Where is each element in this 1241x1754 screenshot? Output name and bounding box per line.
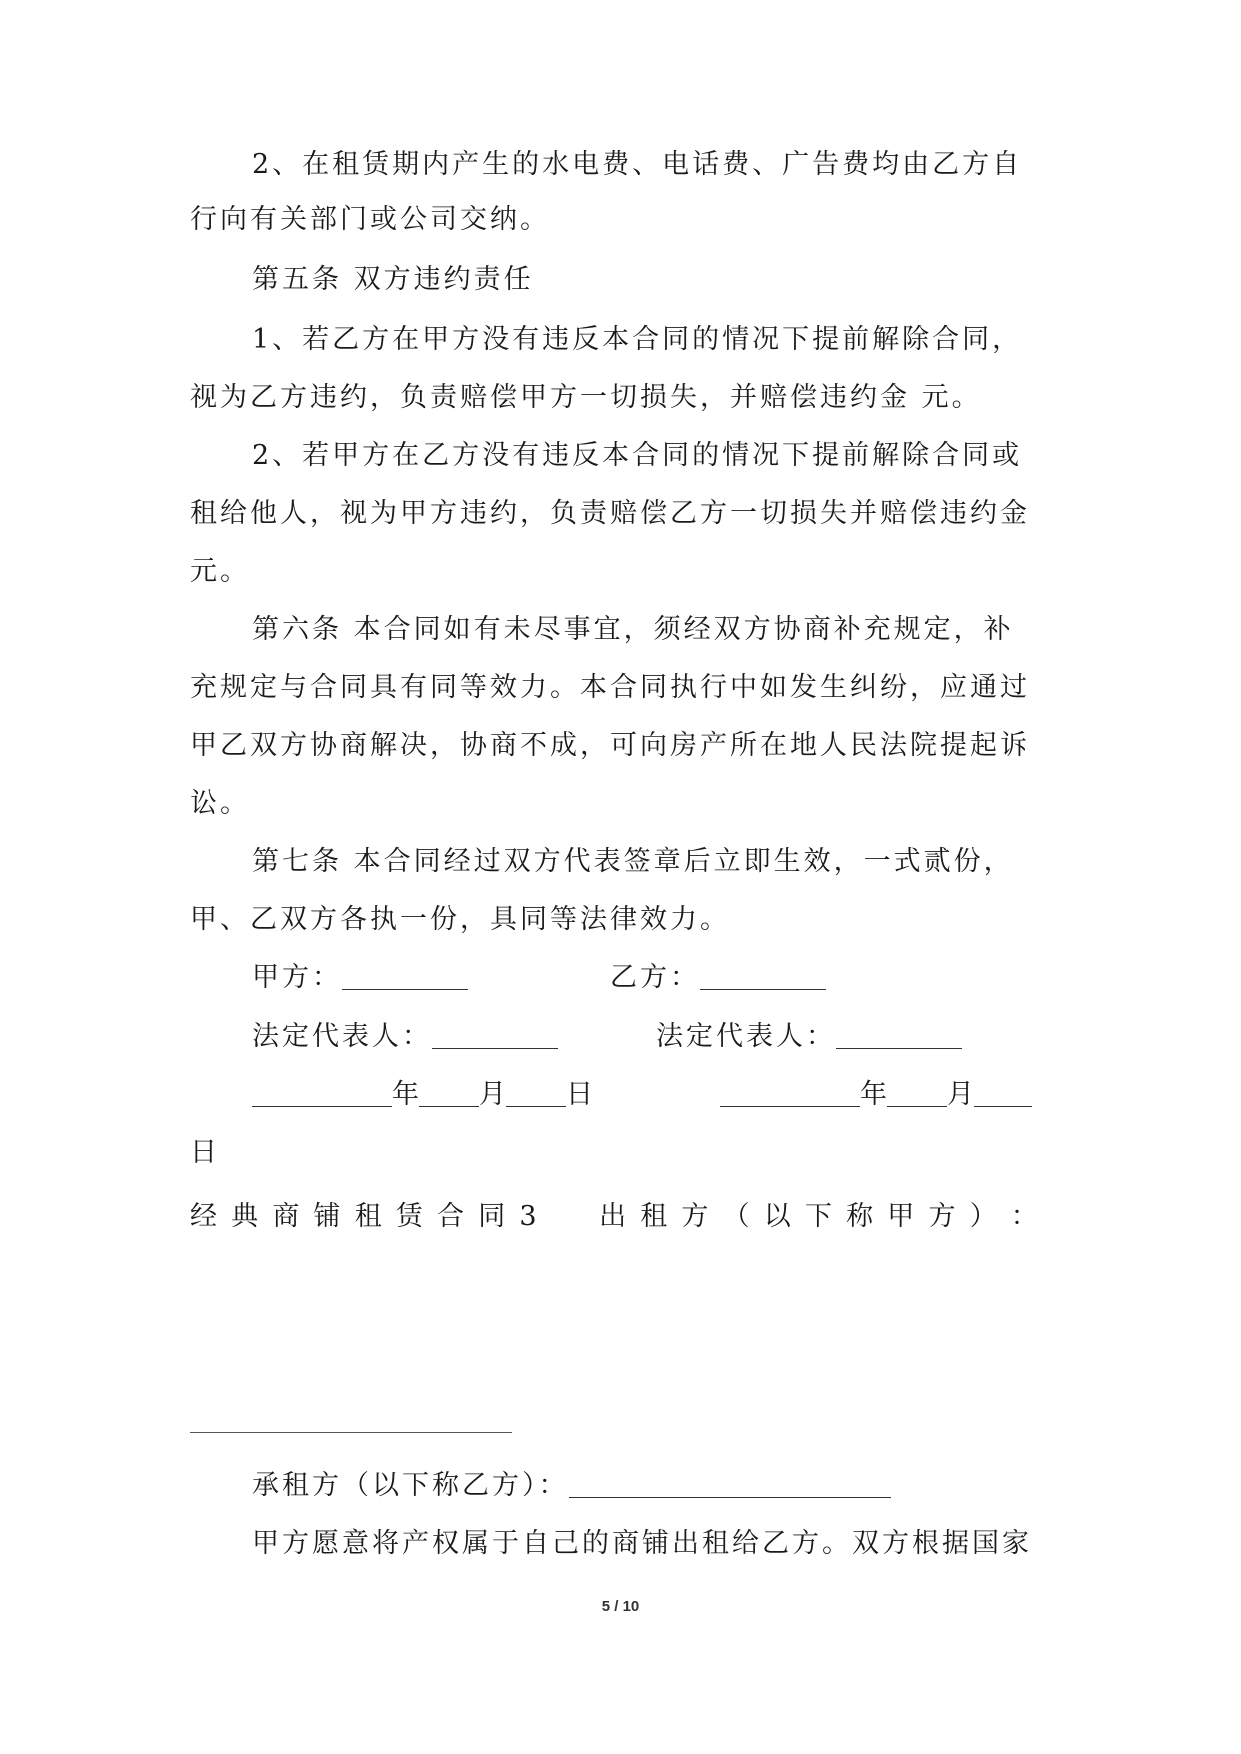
rep-b-blank xyxy=(836,1020,962,1049)
title-char: 商 xyxy=(272,1201,300,1232)
title-char: （ xyxy=(722,1201,750,1232)
title-char: 下 xyxy=(804,1201,832,1232)
title-char xyxy=(575,1197,585,1237)
party-b-label: 乙方： xyxy=(610,962,700,993)
year-label: 年 xyxy=(392,1079,419,1110)
party-a-signature xyxy=(252,958,468,998)
party-b-blank xyxy=(700,961,826,990)
party-a-label: 甲方： xyxy=(252,962,342,993)
title-char: 3 xyxy=(519,1201,537,1232)
party-a-blank xyxy=(342,961,468,990)
title-char: 以 xyxy=(763,1201,791,1232)
title-char xyxy=(551,1197,561,1237)
month-label: 月 xyxy=(947,1079,974,1110)
party-b-representative xyxy=(656,1017,962,1057)
title-char: ） xyxy=(969,1201,997,1232)
year-blank xyxy=(252,1078,392,1107)
paragraph-line: 2、若甲方在乙方没有违反本合同的情况下提前解除合同或 xyxy=(252,440,1023,471)
paragraph-line: 充规定与合同具有同等效力。本合同执行中如发生纠纷，应通过 xyxy=(190,672,1030,703)
lessee-line xyxy=(252,1466,891,1506)
paragraph-line: 元。 xyxy=(190,556,250,587)
day-blank xyxy=(974,1078,1032,1107)
paragraph-line: 讼。 xyxy=(190,788,250,819)
party-a-representative xyxy=(252,1017,558,1057)
title-char: 称 xyxy=(846,1201,874,1232)
title-char: 经 xyxy=(190,1201,217,1232)
year-blank xyxy=(720,1078,860,1107)
title-char: 同 xyxy=(478,1201,506,1232)
day-label: 日 xyxy=(566,1079,593,1110)
party-a-date xyxy=(252,1075,593,1115)
paragraph-line: 甲方愿意将产权属于自己的商铺出租给乙方。双方根据国家 xyxy=(252,1528,1032,1559)
paragraph-line: 租给他人，视为甲方违约，负责赔偿乙方一切损失并赔偿违约金 xyxy=(190,498,1030,529)
section-heading: 第五条 双方违约责任 xyxy=(252,264,534,295)
title-char: 甲 xyxy=(887,1201,915,1232)
party-b-date xyxy=(720,1075,1032,1115)
title-char: 租 xyxy=(640,1201,668,1232)
title-char: 赁 xyxy=(395,1201,423,1232)
lessor-name-blank xyxy=(190,1432,512,1433)
title-char: 铺 xyxy=(313,1201,341,1232)
rep-a-label: 法定代表人： xyxy=(252,1021,432,1052)
lessee-blank xyxy=(569,1469,891,1498)
rep-a-blank xyxy=(432,1020,558,1049)
day-label-wrapped: 日 xyxy=(190,1137,220,1168)
title-char: 方 xyxy=(681,1201,709,1232)
title-char: ： xyxy=(1010,1201,1038,1232)
rep-b-label: 法定代表人： xyxy=(656,1021,836,1052)
page-indicator: 5 / 10 xyxy=(601,1598,640,1615)
month-blank xyxy=(419,1078,479,1107)
title-char: 方 xyxy=(928,1201,956,1232)
title-char: 租 xyxy=(354,1201,382,1232)
party-b-signature xyxy=(610,958,826,998)
paragraph-line: 甲、乙双方各执一份，具同等法律效力。 xyxy=(190,904,730,935)
year-label: 年 xyxy=(860,1079,887,1110)
next-contract-title xyxy=(190,1197,1038,1237)
paragraph-line: 第六条 本合同如有未尽事宜，须经双方协商补充规定，补 xyxy=(252,614,1014,645)
paragraph-line: 甲乙双方协商解决，协商不成，可向房产所在地人民法院提起诉 xyxy=(190,730,1030,761)
title-char: 合 xyxy=(437,1201,465,1232)
lessee-label: 承租方（以下称乙方）： xyxy=(252,1470,569,1501)
paragraph-line: 1、若乙方在甲方没有违反本合同的情况下提前解除合同， xyxy=(252,324,1023,355)
title-char: 典 xyxy=(231,1201,259,1232)
paragraph-line: 第七条 本合同经过双方代表签章后立即生效，一式贰份， xyxy=(252,846,1014,877)
paragraph-line: 视为乙方违约，负责赔偿甲方一切损失，并赔偿违约金 元。 xyxy=(190,382,982,413)
month-blank xyxy=(887,1078,947,1107)
day-blank xyxy=(506,1078,566,1107)
paragraph-line: 2、在租赁期内产生的水电费、电话费、广告费均由乙方自 xyxy=(252,149,1023,180)
month-label: 月 xyxy=(479,1079,506,1110)
title-char: 出 xyxy=(599,1201,627,1232)
paragraph-line: 行向有关部门或公司交纳。 xyxy=(190,204,550,235)
